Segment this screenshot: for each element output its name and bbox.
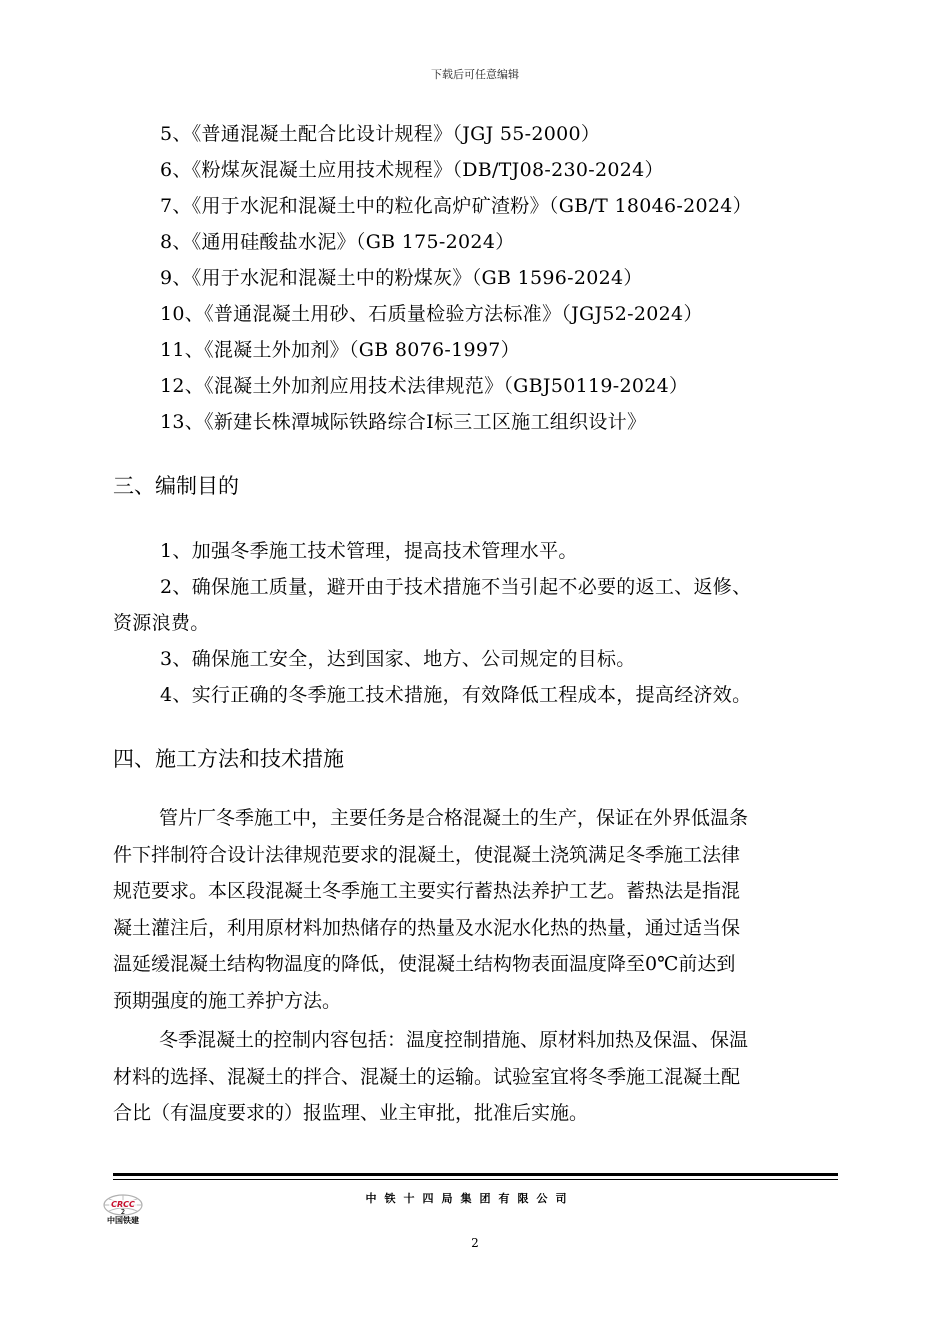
paragraph-line: 温延缓混凝土结构物温度的降低，使混凝土结构物表面温度降至0℃前达到 [113,953,736,975]
methods-paragraph-2 [113,1022,860,1132]
purpose-item: 2、确保施工质量，避开由于技术措施不当引起不必要的返工、返修、 [160,576,752,598]
paragraph-line: 规范要求。本区段混凝土冬季施工主要实行蓄热法养护工艺。蓄热法是指混 [113,880,741,902]
paragraph-line: 凝土灌注后，利用原材料加热储存的热量及水泥水化热的热量，通过适当保 [113,916,741,939]
logo-text: 中国铁建 [107,1216,139,1225]
reference-item: 10、《普通混凝土用砂、石质量检验方法标准》（JGJ52-2024） [160,303,703,325]
reference-item: 6、《粉煤灰混凝土应用技术规程》（DB/TJ08-230-2024） [160,159,664,181]
paragraph-line: 预期强度的施工养护方法。 [113,989,342,1012]
reference-item: 8、《通用硅酸盐水泥》（GB 175-2024） [160,231,515,253]
logo-digit: 2 [120,1208,126,1216]
paragraph-line: 材料的选择、混凝土的拌合、混凝土的运输。试验室宜将冬季施工混凝土配 [113,1065,741,1088]
header-note: 下载后可任意编辑 [431,68,519,81]
footer-rule-thin [113,1179,838,1180]
reference-item: 13、《新建长株潭城际铁路综合Ⅰ标三工区施工组织设计》 [160,411,647,433]
purpose-item: 3、确保施工安全，达到国家、地方、公司规定的目标。 [160,648,636,670]
section-heading-methods: 四、施工方法和技术措施 [113,747,344,771]
section-heading-purpose: 三、编制目的 [113,474,239,498]
company-name: 中铁十四局集团有限公司 [365,1192,575,1205]
paragraph-line: 管片厂冬季施工中，主要任务是合格混凝土的生产，保证在外界低温条 [159,807,749,829]
purpose-item: 1、加强冬季施工技术管理，提高技术管理水平。 [160,540,578,562]
paragraph-line: 合比（有温度要求的）报监理、业主审批，批准后实施。 [113,1102,589,1124]
reference-item: 7、《用于水泥和混凝土中的粒化高炉矿渣粉》（GB/T 18046-2024） [160,195,752,217]
paragraph-line: 件下拌制符合设计法律规范要求的混凝土，使混凝土浇筑满足冬季施工法律 [113,843,741,866]
footer-rule [113,1173,838,1176]
reference-item: 5、《普通混凝土配合比设计规程》（JGJ 55-2000） [160,123,601,145]
page-number: 2 [471,1236,479,1250]
purpose-item-continuation: 资源浪费。 [113,612,210,634]
reference-item: 12、《混凝土外加剂应用技术法律规范》（GBJ50119-2024） [160,375,689,397]
reference-item: 11、《混凝土外加剂》（GB 8076-1997） [160,339,520,361]
reference-item: 9、《用于水泥和混凝土中的粉煤灰》（GB 1596-2024） [160,267,643,289]
paragraph-line: 冬季混凝土的控制内容包括：温度控制措施、原材料加热及保温、保温 [159,1029,749,1051]
methods-paragraph-1 [113,800,860,1019]
purpose-item: 4、实行正确的冬季施工技术措施，有效降低工程成本，提高经济效。 [160,684,752,706]
logo-mark: CRCC [111,1200,135,1209]
